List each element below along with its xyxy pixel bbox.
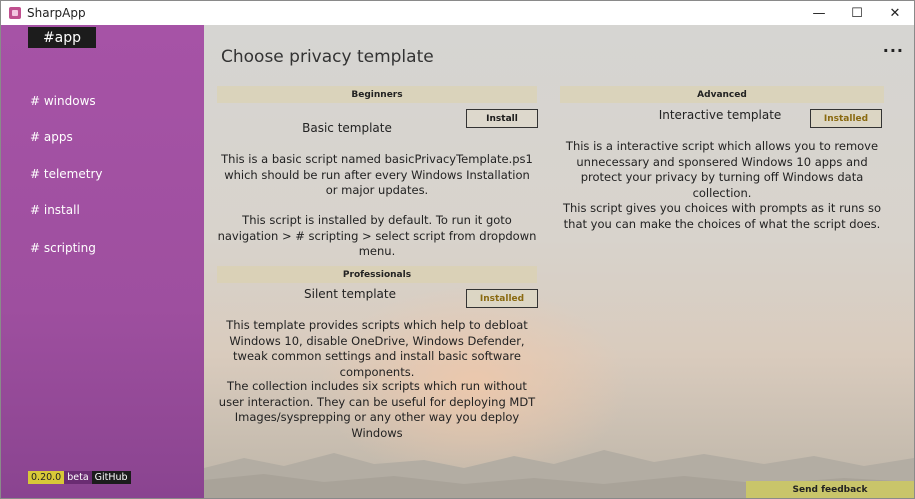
send-feedback-button[interactable]: Send feedback (746, 481, 914, 498)
silent-template-note: The collection includes six scripts which run without user interaction. They can be useful for deploying MDT Images/sysprepping or any other way you deploy Windows (218, 379, 536, 440)
version-number: 0.20.0 (28, 471, 64, 484)
professionals-header: Professionals (217, 266, 537, 283)
interactive-template-title: Interactive template (658, 108, 782, 122)
silent-template-installed-button[interactable]: Installed (466, 289, 538, 308)
maximize-button[interactable]: ☐ (851, 5, 863, 21)
main-content (204, 25, 914, 498)
silent-template-title: Silent template (304, 287, 396, 301)
basic-template-title: Basic template (302, 121, 392, 135)
app-icon (9, 7, 21, 19)
interactive-template-note: This script gives you choices with prompts as it runs so that you can make the choices of what the script does. (562, 201, 882, 231)
version-info (28, 471, 131, 484)
github-link[interactable]: GitHub (92, 471, 131, 484)
sidebar-item-telemetry[interactable]: # telemetry (30, 167, 103, 181)
advanced-header: Advanced (560, 86, 884, 103)
install-basic-button[interactable]: Install (466, 109, 538, 128)
interactive-template-installed-button[interactable]: Installed (810, 109, 882, 128)
basic-template-note: This script is installed by default. To run it goto navigation > # scripting > select script from dropdown menu. (217, 213, 537, 258)
more-options-button[interactable]: ... (882, 37, 904, 56)
sidebar-item-scripting[interactable]: # scripting (30, 241, 96, 255)
sidebar-item-apps[interactable]: # apps (30, 130, 73, 144)
minimize-button[interactable]: — (812, 5, 826, 21)
sidebar-item-install[interactable]: # install (30, 203, 80, 217)
brand-logo[interactable]: #app (28, 27, 96, 48)
window-title: SharpApp (27, 6, 86, 20)
sidebar-item-windows[interactable]: # windows (30, 94, 96, 108)
title-bar (1, 1, 914, 25)
page-title: Choose privacy template (221, 47, 434, 67)
window-controls (800, 1, 914, 25)
sidebar (1, 25, 204, 498)
beginners-header: Beginners (217, 86, 537, 103)
silent-template-description: This template provides scripts which help to debloat Windows 10, disable OneDrive, Windows Defender, tweak common settings and install basic software components. (226, 318, 528, 379)
close-button[interactable]: ✕ (889, 5, 901, 21)
basic-template-description: This is a basic script named basicPrivacyTemplate.ps1 which should be run after every Windows Installation or major updates. (221, 152, 533, 197)
interactive-template-description: This is a interactive script which allows you to remove unnecessary and sponsered Windows 10 apps and protect your privacy by turning off Windows data collection. (565, 139, 879, 200)
beta-badge: beta (64, 471, 91, 484)
